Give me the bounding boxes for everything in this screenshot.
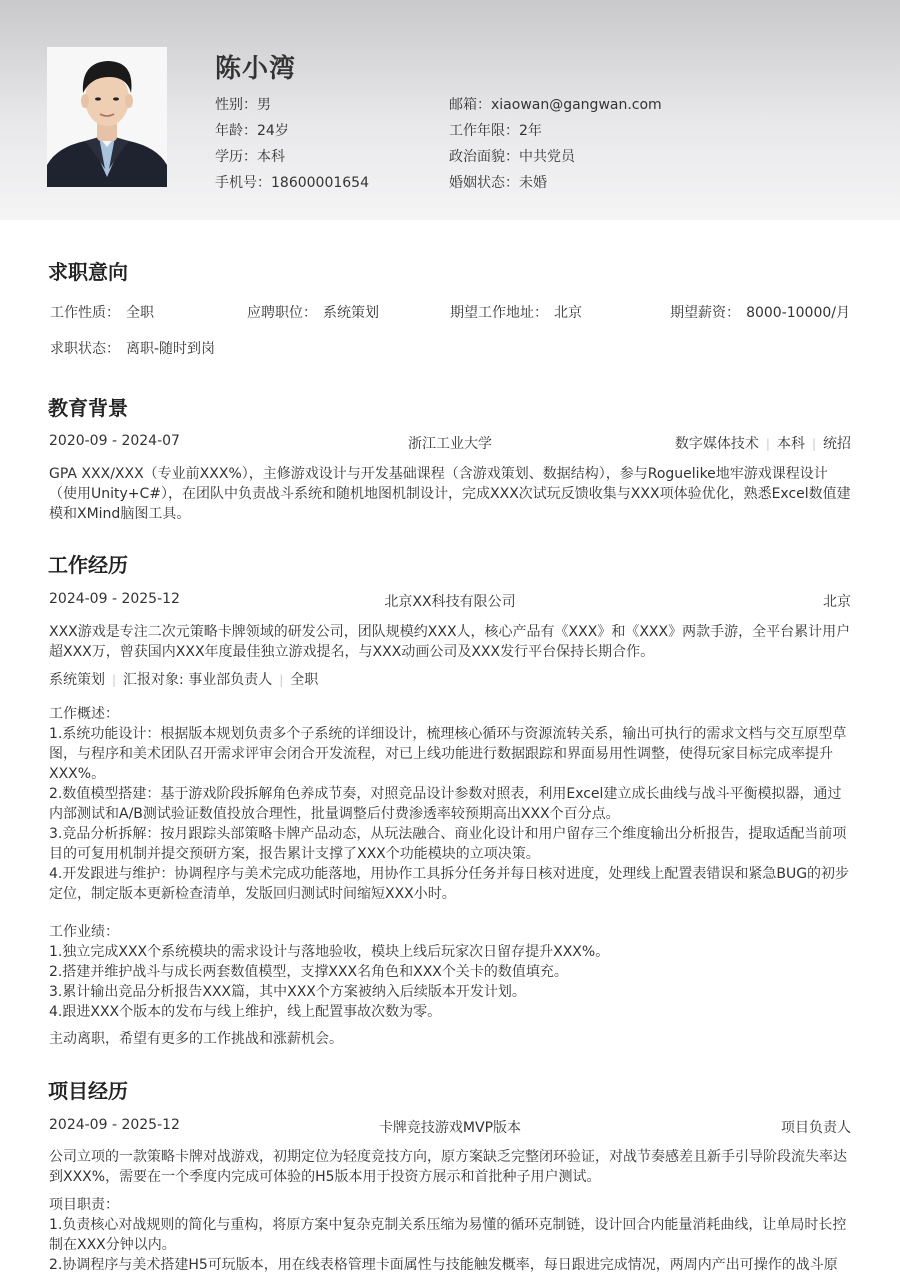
list-item: 3.竞品分析拆解：按月跟踪头部策略卡牌产品动态，从玩法融合、商业化设计和用户留存三个维度输出分析报告，提取适配当前项目的可复用机制并提交预研方案，报告累计支撑了XXX个功能模块的立项决策。 [49, 826, 847, 862]
intent-city [450, 302, 582, 322]
work-type: 全职 [290, 672, 319, 688]
education-period: 2020-09 - 2024-07 [49, 433, 180, 449]
work-overview-title: 工作概述： [49, 706, 119, 722]
email-info: 邮箱：xiaowan@gangwan.com [449, 97, 662, 113]
divider: | [279, 673, 284, 687]
intent-position-value: 系统策划 [323, 305, 379, 321]
project-role: 项目负责人 [781, 1120, 851, 1136]
work-achievements [49, 922, 855, 1022]
project-name: 卡牌竞技游戏MVP版本 [378, 1120, 522, 1136]
work-role-line [49, 669, 318, 689]
person-portrait-icon [47, 47, 167, 187]
divider: | [112, 673, 117, 687]
work-section-title: 工作经历 [48, 553, 128, 577]
project-duties [49, 1195, 855, 1275]
work-period: 2024-09 - 2025-12 [49, 591, 180, 607]
intent-salary-label: 期望薪资： [670, 305, 741, 321]
education-major: 数字媒体技术 [674, 436, 759, 452]
intent-section-title: 求职意向 [48, 260, 128, 284]
intent-position-label: 应聘职位： [247, 305, 317, 321]
project-description: 公司立项的一款策略卡牌对战游戏，初期定位为轻度竞技方向，原方案缺乏完整闭环验证，对战节奏感差且新手引导阶段流失率达到XXX%，需要在一个季度内完成可体验的H5版本用于投资方展示和首批种子用户测试。 [49, 1149, 847, 1185]
education-recruit-type: 统招 [823, 436, 851, 452]
list-item: 1.独立完成XXX个系统模块的需求设计与落地验收，模块上线后玩家次日留存提升XXX%。 [49, 944, 610, 960]
work-achievements-title: 工作业绩： [49, 924, 119, 940]
intent-status-label: 求职状态： [50, 341, 120, 357]
education-meta [675, 433, 851, 453]
project-period: 2024-09 - 2025-12 [49, 1117, 180, 1133]
list-item: 2.数值模型搭建：基于游戏阶段拆解角色养成节奏，对照竞品设计参数对照表，利用Excel建立成长曲线与战斗平衡模拟器，通过内部测试和A/B测试验证数值投放合理性，批量调整后付费渗透率较预期高出XXX个百分点。 [49, 786, 842, 822]
list-item: 4.开发跟进与维护：协调程序与美术完成功能落地，用协作工具拆分任务并每日核对进度，处理线上配置表错误和紧急BUG的初步定位，制定版本更新检查清单，发版回归测试时间缩短XXX小时。 [49, 866, 850, 902]
work-city: 北京 [823, 594, 851, 610]
age-info: 年龄：24岁 [215, 123, 289, 139]
work-overview [49, 704, 855, 904]
political-status-info: 政治面貌：中共党员 [449, 149, 575, 165]
gender-info: 性别：男 [215, 97, 271, 113]
project-section-title: 项目经历 [48, 1079, 128, 1103]
profile-header [0, 0, 900, 220]
work-company: 北京XX科技有限公司 [384, 594, 516, 610]
project-duties-title: 项目职责： [49, 1197, 119, 1213]
intent-position [247, 302, 379, 322]
intent-status-value: 离职-随时到岗 [126, 341, 216, 357]
education-level-info: 学历：本科 [215, 149, 285, 165]
work-leave-reason: 主动离职，希望有更多的工作挑战和涨薪机会。 [49, 1031, 343, 1047]
list-item: 3.累计输出竞品分析报告XXX篇，其中XXX个方案被纳入后续版本开发计划。 [49, 984, 526, 1000]
education-description: GPA XXX/XXX（专业前XXX%），主修游戏设计与开发基础课程（含游戏策划、数据结构），参与Roguelike地牢游戏课程设计（使用Unity+C#），在团队中负责战斗系统和随机地图机制设计，完成XXX次试玩反馈收集与XXX项体验优化，熟悉Excel数值建模和XMind脑图工具。 [49, 466, 851, 522]
intent-city-value: 北京 [554, 305, 582, 321]
intent-status [50, 338, 215, 358]
work-company-description: XXX游戏是专注二次元策略卡牌领域的研发公司，团队规模约XXX人，核心产品有《XXX》和《XXX》两款手游，全平台累计用户超XXX万，曾获国内XXX年度最佳独立游戏提名，与XXX动画公司及XXX发行平台保持长期合作。 [49, 624, 851, 660]
profile-photo [47, 47, 167, 187]
phone-info: 手机号：18600001654 [215, 175, 369, 191]
divider: | [765, 437, 770, 451]
work-report-to: 汇报对象: 事业部负责人 [123, 672, 273, 688]
education-school: 浙江工业大学 [408, 436, 492, 452]
work-role: 系统策划 [49, 672, 105, 688]
marital-status-info: 婚姻状态：未婚 [449, 175, 547, 191]
intent-salary [670, 302, 850, 322]
intent-type-label: 工作性质： [50, 305, 120, 321]
list-item: 1.系统功能设计：根据版本规划负责多个子系统的详细设计，梳理核心循环与资源流转关系，输出可执行的需求文档与交互原型草图，与程序和美术团队召开需求评审会闭合开发流程，对已上线功能进行数据跟踪和界面易用性调整，使得玩家目标完成率提升XXX%。 [49, 726, 847, 782]
work-years-info: 工作年限：2年 [449, 123, 542, 139]
candidate-name: 陈小湾 [215, 54, 297, 84]
list-item: 1.负责核心对战规则的简化与重构，将原方案中复杂克制关系压缩为易懂的循环克制链，设计回合内能量消耗曲线，让单局时长控制在XXX分钟以内。 [49, 1217, 847, 1253]
education-degree: 本科 [776, 436, 805, 452]
intent-type [50, 302, 154, 322]
intent-city-label: 期望工作地址： [450, 305, 548, 321]
education-section-title: 教育背景 [48, 396, 128, 420]
list-item: 4.跟进XXX个版本的发布与线上维护，线上配置事故次数为零。 [49, 1004, 442, 1020]
list-item: 2.协调程序与美术搭建H5可玩版本，用在线表格管理卡面属性与技能触发概率，每日跟进完成情况，两周内产出可操作的战斗原 [49, 1257, 838, 1273]
divider: | [811, 437, 816, 451]
list-item: 2.搭建并维护战斗与成长两套数值模型，支撑XXX名角色和XXX个关卡的数值填充。 [49, 964, 568, 980]
intent-salary-value: 8000-10000/月 [746, 305, 850, 321]
intent-type-value: 全职 [126, 305, 154, 321]
